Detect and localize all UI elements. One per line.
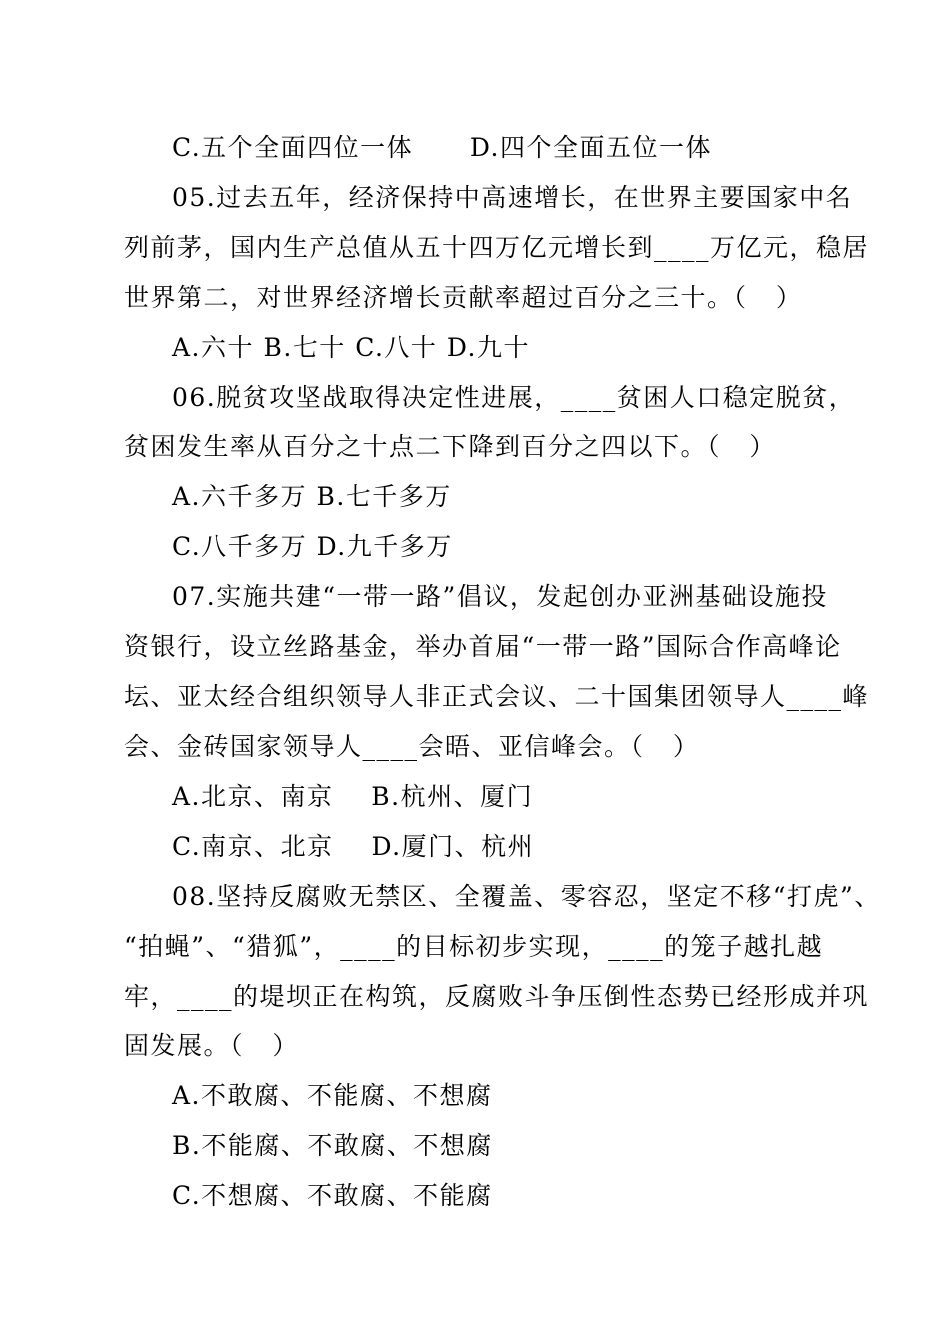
question-08-line-1: 08.坚持反腐败无禁区、全覆盖、零容忍，坚定不移“打虎”、 (172, 882, 881, 911)
option-line-q04-cd: C.五个全面四位一体 D.四个全面五位一体 (172, 133, 712, 162)
question-07-line-1: 07.实施共建“一带一路”倡议，发起创办亚洲基础设施投 (172, 582, 828, 611)
question-07-line-4: 会、金砖国家领导人____会晤、亚信峰会。（ ） (124, 732, 700, 761)
question-08-line-2: “拍蝇”、“猎狐”，____的目标初步实现，____的笼子越扎越 (124, 932, 824, 961)
option-line-q08-a: A.不敢腐、不能腐、不想腐 (172, 1081, 493, 1110)
question-06-line-1: 06.脱贫攻坚战取得决定性进展，____贫困人口稳定脱贫， (172, 383, 856, 412)
option-line-q07-cd: C.南京、北京 D.厦门、杭州 (172, 832, 535, 861)
option-line-q05: A.六十 B.七十 C.八十 D.九十 (172, 333, 530, 362)
option-line-q08-b: B.不能腐、不敢腐、不想腐 (172, 1131, 493, 1160)
question-06-line-2: 贫困发生率从百分之十点二下降到百分之四以下。（ ） (124, 432, 776, 461)
question-08-line-4: 固发展。（ ） (124, 1031, 299, 1060)
question-05-line-3: 世界第二，对世界经济增长贡献率超过百分之三十。（ ） (124, 283, 803, 312)
option-line-q06-ab: A.六千多万 B.七千多万 (172, 482, 452, 511)
question-08-line-3: 牢，____的堤坝正在构筑，反腐败斗争压倒性态势已经形成并巩 (124, 982, 870, 1011)
option-line-q06-cd: C.八千多万 D.九千多万 (172, 532, 453, 561)
option-line-q07-ab: A.北京、南京 B.杭州、厦门 (172, 782, 534, 811)
question-07-line-2: 资银行，设立丝路基金，举办首届“一带一路”国际合作高峰论 (124, 632, 842, 661)
option-line-q08-c: C.不想腐、不敢腐、不能腐 (172, 1181, 493, 1210)
question-05-line-1: 05.过去五年，经济保持中高速增长，在世界主要国家中名 (172, 183, 853, 212)
question-05-line-2: 列前茅，国内生产总值从五十四万亿元增长到____万亿元，稳居 (124, 233, 870, 262)
question-07-line-3: 坛、亚太经合组织领导人非正式会议、二十国集团领导人____峰 (124, 682, 870, 711)
